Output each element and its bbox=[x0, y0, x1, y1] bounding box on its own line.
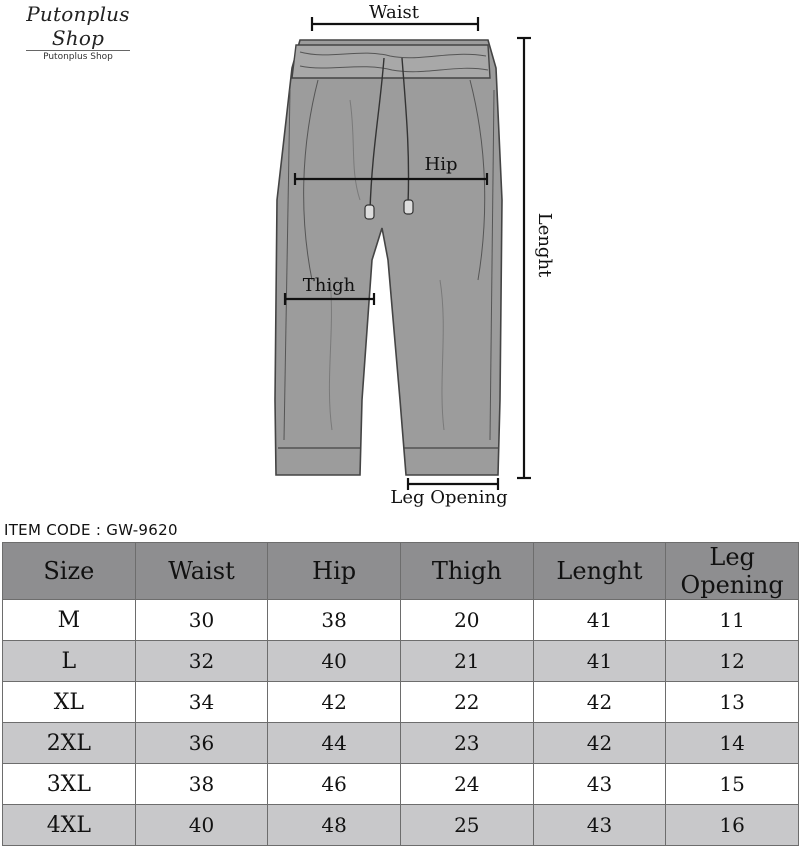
table-header-row bbox=[3, 543, 799, 600]
cell-thigh: 25 bbox=[400, 805, 533, 846]
item-code: ITEM CODE : GW-9620 bbox=[4, 521, 178, 539]
header-hip: Hip bbox=[268, 543, 401, 600]
cell-hip: 46 bbox=[268, 764, 401, 805]
cell-waist: 32 bbox=[135, 641, 268, 682]
header-leg-opening: Leg Opening bbox=[666, 543, 799, 600]
cell-size: L bbox=[3, 641, 136, 682]
cell-waist: 36 bbox=[135, 723, 268, 764]
pants-illustration bbox=[275, 40, 502, 475]
cell-size: XL bbox=[3, 682, 136, 723]
cell-thigh: 21 bbox=[400, 641, 533, 682]
thigh-label: Thigh bbox=[302, 275, 356, 296]
cell-size: 3XL bbox=[3, 764, 136, 805]
cell-size: M bbox=[3, 600, 136, 641]
header-thigh: Thigh bbox=[400, 543, 533, 600]
table-row bbox=[3, 764, 799, 805]
hip-label: Hip bbox=[424, 154, 458, 175]
length-label: Lenght bbox=[534, 212, 555, 278]
cell-size: 4XL bbox=[3, 805, 136, 846]
table-row bbox=[3, 600, 799, 641]
cell-length: 42 bbox=[533, 723, 666, 764]
cell-hip: 38 bbox=[268, 600, 401, 641]
leg-opening-label: Leg Opening bbox=[390, 487, 508, 508]
cell-waist: 30 bbox=[135, 600, 268, 641]
cell-hip: 40 bbox=[268, 641, 401, 682]
cell-thigh: 24 bbox=[400, 764, 533, 805]
cell-hip: 42 bbox=[268, 682, 401, 723]
header-size: Size bbox=[3, 543, 136, 600]
cell-length: 42 bbox=[533, 682, 666, 723]
cell-length: 43 bbox=[533, 805, 666, 846]
table-row bbox=[3, 723, 799, 764]
cell-thigh: 23 bbox=[400, 723, 533, 764]
waist-label: Waist bbox=[369, 2, 419, 23]
cell-hip: 44 bbox=[268, 723, 401, 764]
size-chart-table bbox=[2, 542, 799, 846]
cell-thigh: 22 bbox=[400, 682, 533, 723]
brand-sub-name: Putonplus Shop bbox=[26, 50, 130, 62]
cell-leg-opening: 12 bbox=[666, 641, 799, 682]
cell-size: 2XL bbox=[3, 723, 136, 764]
cell-length: 41 bbox=[533, 600, 666, 641]
cell-waist: 34 bbox=[135, 682, 268, 723]
cell-waist: 40 bbox=[135, 805, 268, 846]
cell-leg-opening: 15 bbox=[666, 764, 799, 805]
table-row bbox=[3, 682, 799, 723]
table-row bbox=[3, 641, 799, 682]
cell-thigh: 20 bbox=[400, 600, 533, 641]
cell-waist: 38 bbox=[135, 764, 268, 805]
brand-script-name: Putonplus Shop bbox=[26, 2, 130, 50]
cell-length: 41 bbox=[533, 641, 666, 682]
table-row bbox=[3, 805, 799, 846]
cell-leg-opening: 11 bbox=[666, 600, 799, 641]
cell-leg-opening: 13 bbox=[666, 682, 799, 723]
header-waist: Waist bbox=[135, 543, 268, 600]
cell-leg-opening: 16 bbox=[666, 805, 799, 846]
cell-length: 43 bbox=[533, 764, 666, 805]
cell-hip: 48 bbox=[268, 805, 401, 846]
header-length: Lenght bbox=[533, 543, 666, 600]
cell-leg-opening: 14 bbox=[666, 723, 799, 764]
